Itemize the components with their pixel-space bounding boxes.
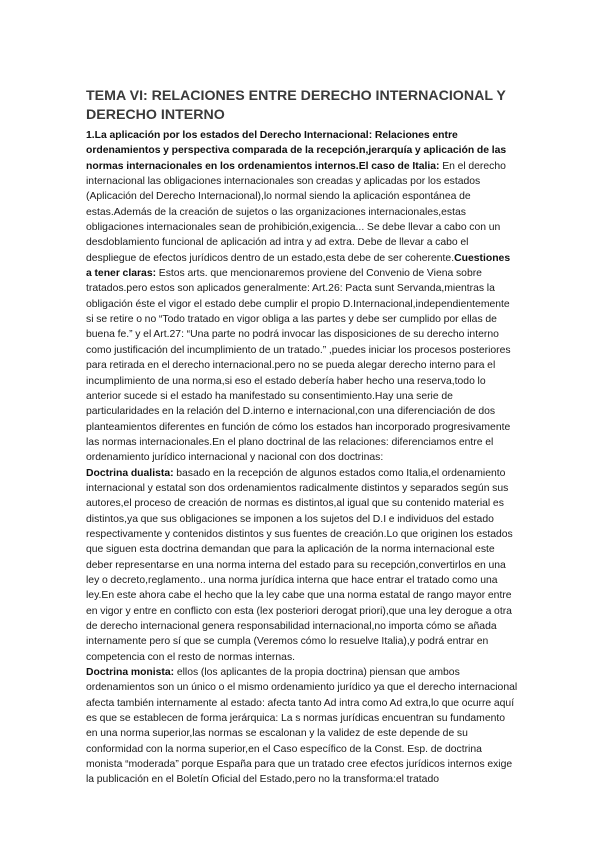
- document-body: [86, 128, 518, 788]
- section-heading-dualista: Doctrina dualista:: [86, 467, 174, 479]
- paragraph-1-text-a: En el derecho internacional las obligaciones internacionales son creadas y aplicadas por los estados (Aplicación del Derecho Internacional),lo normal siendo la aplicación espontánea de estas.Además de la creación de sujetos o las organizaciones internacionales,estas obligaciones internacionales sean de prohibición,exigencia... Se debe llevar a cabo con un desdoblamiento funcional de aplicación ad intra y ad extra. Debe de llevar a cabo el despliegue de efectos jurídicos dentro de un estado,esta debe de ser coherente.: [86, 160, 506, 264]
- paragraph-monista-text: ellos (los aplicantes de la propia doctrina) piensan que ambos ordenamientos son un único o el mismo ordenamiento jurídico ya que el derecho internacional afecta también internamente al estado: afecta tanto Ad intra como Ad extra,lo que ocurre aquí es que se establecen de forma jerárquica: La s normas jurídicas encuentran su fundamento en una norma superior,las normas se escalonan y la validez de este depende de su conformidad con la norma superior,en el Caso específico de la Const. Esp. de doctrina monista “moderada” porque España para que un tratado cree efectos jurídicos internos exige la publicación en el Boletín Oficial del Estado,pero no la transforma:el tratado: [86, 667, 518, 786]
- section-heading-1: 1.La aplicación por los estados del Derecho Internacional: Relaciones entre ordenamientos y perspectiva comparada de la recepción,jerarquía y aplicación de las normas internacionales en los ordenamientos internos.El caso de Italia:: [86, 130, 507, 172]
- section-heading-monista: Doctrina monista:: [86, 667, 175, 679]
- paragraph-1-text-b: Estos arts. que mencionaremos proviene del Convenio de Viena sobre tratados.pero estos son aplicados generalmente: Art.26: Pacta sunt Servanda,mientras la obligación éste el vigor el estado debe cumplir el propio D.Internacional,independientemente si se retire o no “Todo tratado en vigor obliga a las partes y debe ser cumplido por ellas de buena fe.” y el Art.27: “Una parte no podrá invocar las disposiciones de su derecho interno como justificación del incumplimiento de un tratado.” ,puedes iniciar los procesos posteriores para retirada en el derecho internacional.pero no se pueda alegar derecho interno para el incumplimiento de una norma,si eso el estado debería haber hecho una reserva,todo lo anterior sucede si el estado ha manifestado su consentimiento.Hay una serie de particularidades en la relación del D.interno e internacional,con una diferenciación de dos planteamientos diferentes en función de cómo los estados han incorporado progresivamente las normas internacionales.En el plano doctrinal de las relaciones: diferenciamos entre el ordenamiento jurídico internacional y nacional con dos doctrinas:: [86, 268, 511, 464]
- document-title: TEMA VI: RELACIONES ENTRE DERECHO INTERNACIONAL Y DERECHO INTERNO: [86, 88, 506, 123]
- paragraph-dualista-text: basado en la recepción de algunos estados como Italia,el ordenamiento internacional y estatal son dos ordenamientos radicalmente distintos y separados según sus autores,el proceso de creación de normas es distintos,al igual que su contenido material es distintos,ya que sus obligaciones se imponen a los sujetos del D.I e individuos del estado respectivamente y contenidos distintos y sus fuentes de creación.Lo que originen los estados que siguen esta doctrina demandan que para la aplicación de la norma internacional este deber representarse en una norma interna del estado para su recepción,convertirlos en una ley o decreto,reglamento.. una norma jurídica interna que hace entrar el tratado como una ley.En este ahora cabe el hecho que la ley cabe que una norma estatal de rango mayor entre en vigor y entre en conflicto con esta (lex posteriori derogat priori),que una ley derogue a otra de derecho internacional genera responsabilidad internacional,no importa cómo se añada internamente pero sí que se cumpla (Veremos cómo lo resuelve Italia),y podrá entrar en competencia con el resto de normas internas.: [86, 467, 513, 663]
- section-heading-cuestiones: Cuestiones a tener claras:: [86, 252, 511, 280]
